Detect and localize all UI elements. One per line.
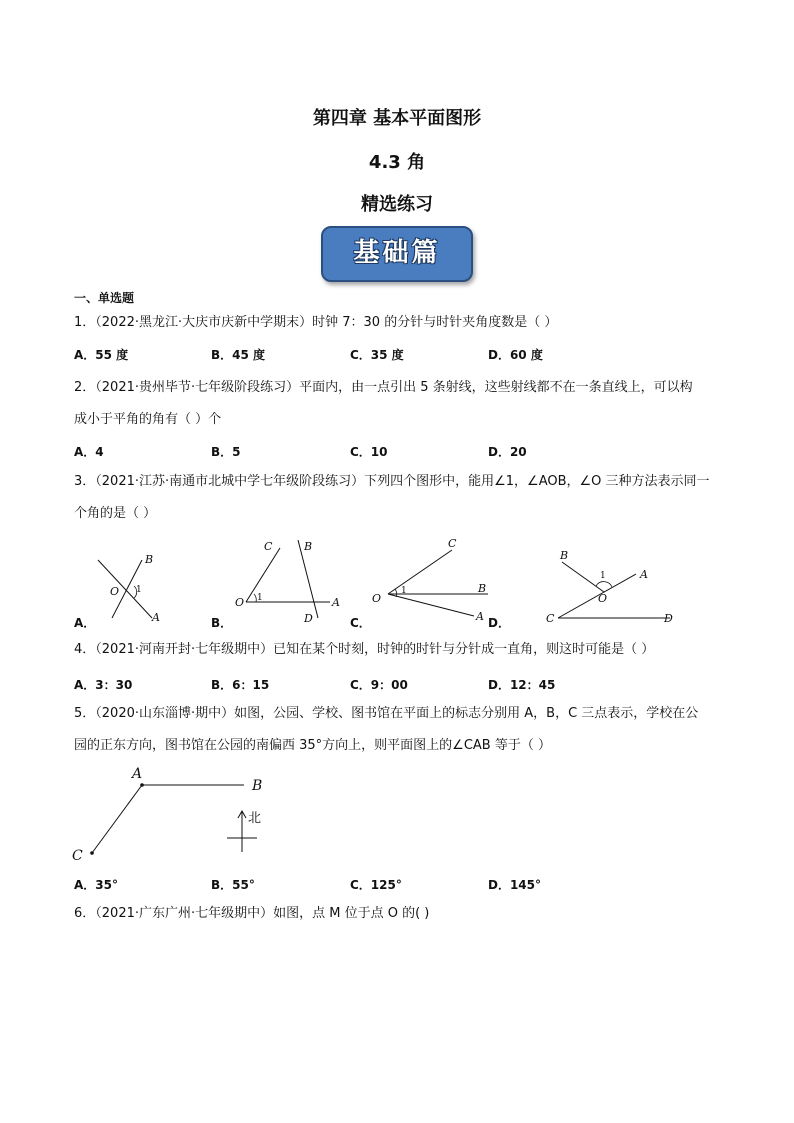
question-line: 6．（2021·广东广州·七年级期中）如图，点 M 位于点 O 的( ) xyxy=(74,906,430,921)
north-label: 北 xyxy=(248,811,262,826)
label-b: B xyxy=(145,553,154,566)
label-o: O xyxy=(598,592,608,605)
label-o: O xyxy=(235,596,245,609)
question-5 xyxy=(74,698,734,762)
figure-5 xyxy=(66,760,276,868)
label-c: C xyxy=(72,848,83,864)
question-line: 3．（2021·江苏·南通市北城中学七年级阶段练习）下列四个图形中，能用∠1，∠AOB，∠O 三种方法表示同一 xyxy=(74,474,710,489)
figure-3c xyxy=(368,534,498,628)
level-banner: 基础篇 xyxy=(321,226,473,282)
question-1 xyxy=(74,307,734,339)
option-a: A．55 度 xyxy=(74,348,129,362)
option-b: B． xyxy=(211,616,233,630)
option-b: B．45 度 xyxy=(211,348,266,362)
option-b: B．55° xyxy=(211,878,255,892)
option-a: A．4 xyxy=(74,445,104,459)
page-subtitle: 精选练习 xyxy=(361,194,433,215)
question-4 xyxy=(74,634,734,666)
option-c: C．35 度 xyxy=(350,348,404,362)
label-o: O xyxy=(372,592,382,605)
label-a: A xyxy=(152,611,160,624)
option-b: B．5 xyxy=(211,445,241,459)
question-line: 1．（2022·黑龙江·大庆市庆新中学期末）时钟 7：30 的分针与时针夹角度数是（ ） xyxy=(74,315,558,330)
question-3 xyxy=(74,466,734,530)
option-a: A．35° xyxy=(74,878,118,892)
label-a: A xyxy=(132,766,143,782)
option-c: C． xyxy=(350,616,371,630)
label-a: A xyxy=(476,610,484,623)
question-line: 5．（2020·山东淄博·期中）如图，公园、学校、图书馆在平面上的标志分别用 A，B，C 三点表示，学校在公 xyxy=(74,706,699,721)
label-1: 1 xyxy=(136,585,142,595)
label-1: 1 xyxy=(257,593,263,603)
label-1: 1 xyxy=(600,571,606,581)
question-line: 个角的是（ ） xyxy=(74,506,157,521)
option-d: D．12：45 xyxy=(488,678,556,692)
figure-3d xyxy=(540,542,690,628)
figure-3b xyxy=(232,536,352,628)
question-line: 4．（2021·河南开封·七年级期中）已知在某个时刻，时钟的时针与分针成一直角，则这时可能是（ ） xyxy=(74,642,655,657)
option-a: A．3：30 xyxy=(74,678,133,692)
question-2 xyxy=(74,372,734,436)
label-c: C xyxy=(546,612,555,625)
label-c: C xyxy=(448,537,457,550)
label-a: A xyxy=(332,596,340,609)
option-c: C．10 xyxy=(350,445,388,459)
option-a: A． xyxy=(74,616,96,630)
label-a: A xyxy=(640,568,648,581)
question-line: 成小于平角的角有（ ）个 xyxy=(74,412,222,427)
question-line: 2．（2021·贵州毕节·七年级阶段练习）平面内，由一点引出 5 条射线，这些射线都不在一条直线上，可以构 xyxy=(74,380,693,395)
label-o: O xyxy=(110,585,120,598)
label-1: 1 xyxy=(401,586,407,596)
label-c: C xyxy=(264,540,273,553)
label-d: D xyxy=(304,612,313,625)
label-b: B xyxy=(478,582,487,595)
question-6 xyxy=(74,898,734,930)
figure-3a xyxy=(90,548,170,628)
option-d: D．60 度 xyxy=(488,348,543,362)
label-d: D xyxy=(664,612,673,625)
option-c: C．9：00 xyxy=(350,678,408,692)
question-line: 园的正东方向，图书馆在公园的南偏西 35°方向上，则平面图上的∠CAB 等于（ ） xyxy=(74,738,551,753)
option-b: B．6：15 xyxy=(211,678,270,692)
option-d: D．20 xyxy=(488,445,527,459)
option-d: D．145° xyxy=(488,878,542,892)
section-title: 4.3 角 xyxy=(368,152,426,173)
label-b: B xyxy=(304,540,313,553)
label-b: B xyxy=(252,778,263,794)
chapter-title: 第四章 基本平面图形 xyxy=(312,108,482,129)
part-label: 一、单选题 xyxy=(74,291,135,305)
option-c: C．125° xyxy=(350,878,402,892)
option-d: D． xyxy=(488,616,510,630)
label-b: B xyxy=(560,549,569,562)
